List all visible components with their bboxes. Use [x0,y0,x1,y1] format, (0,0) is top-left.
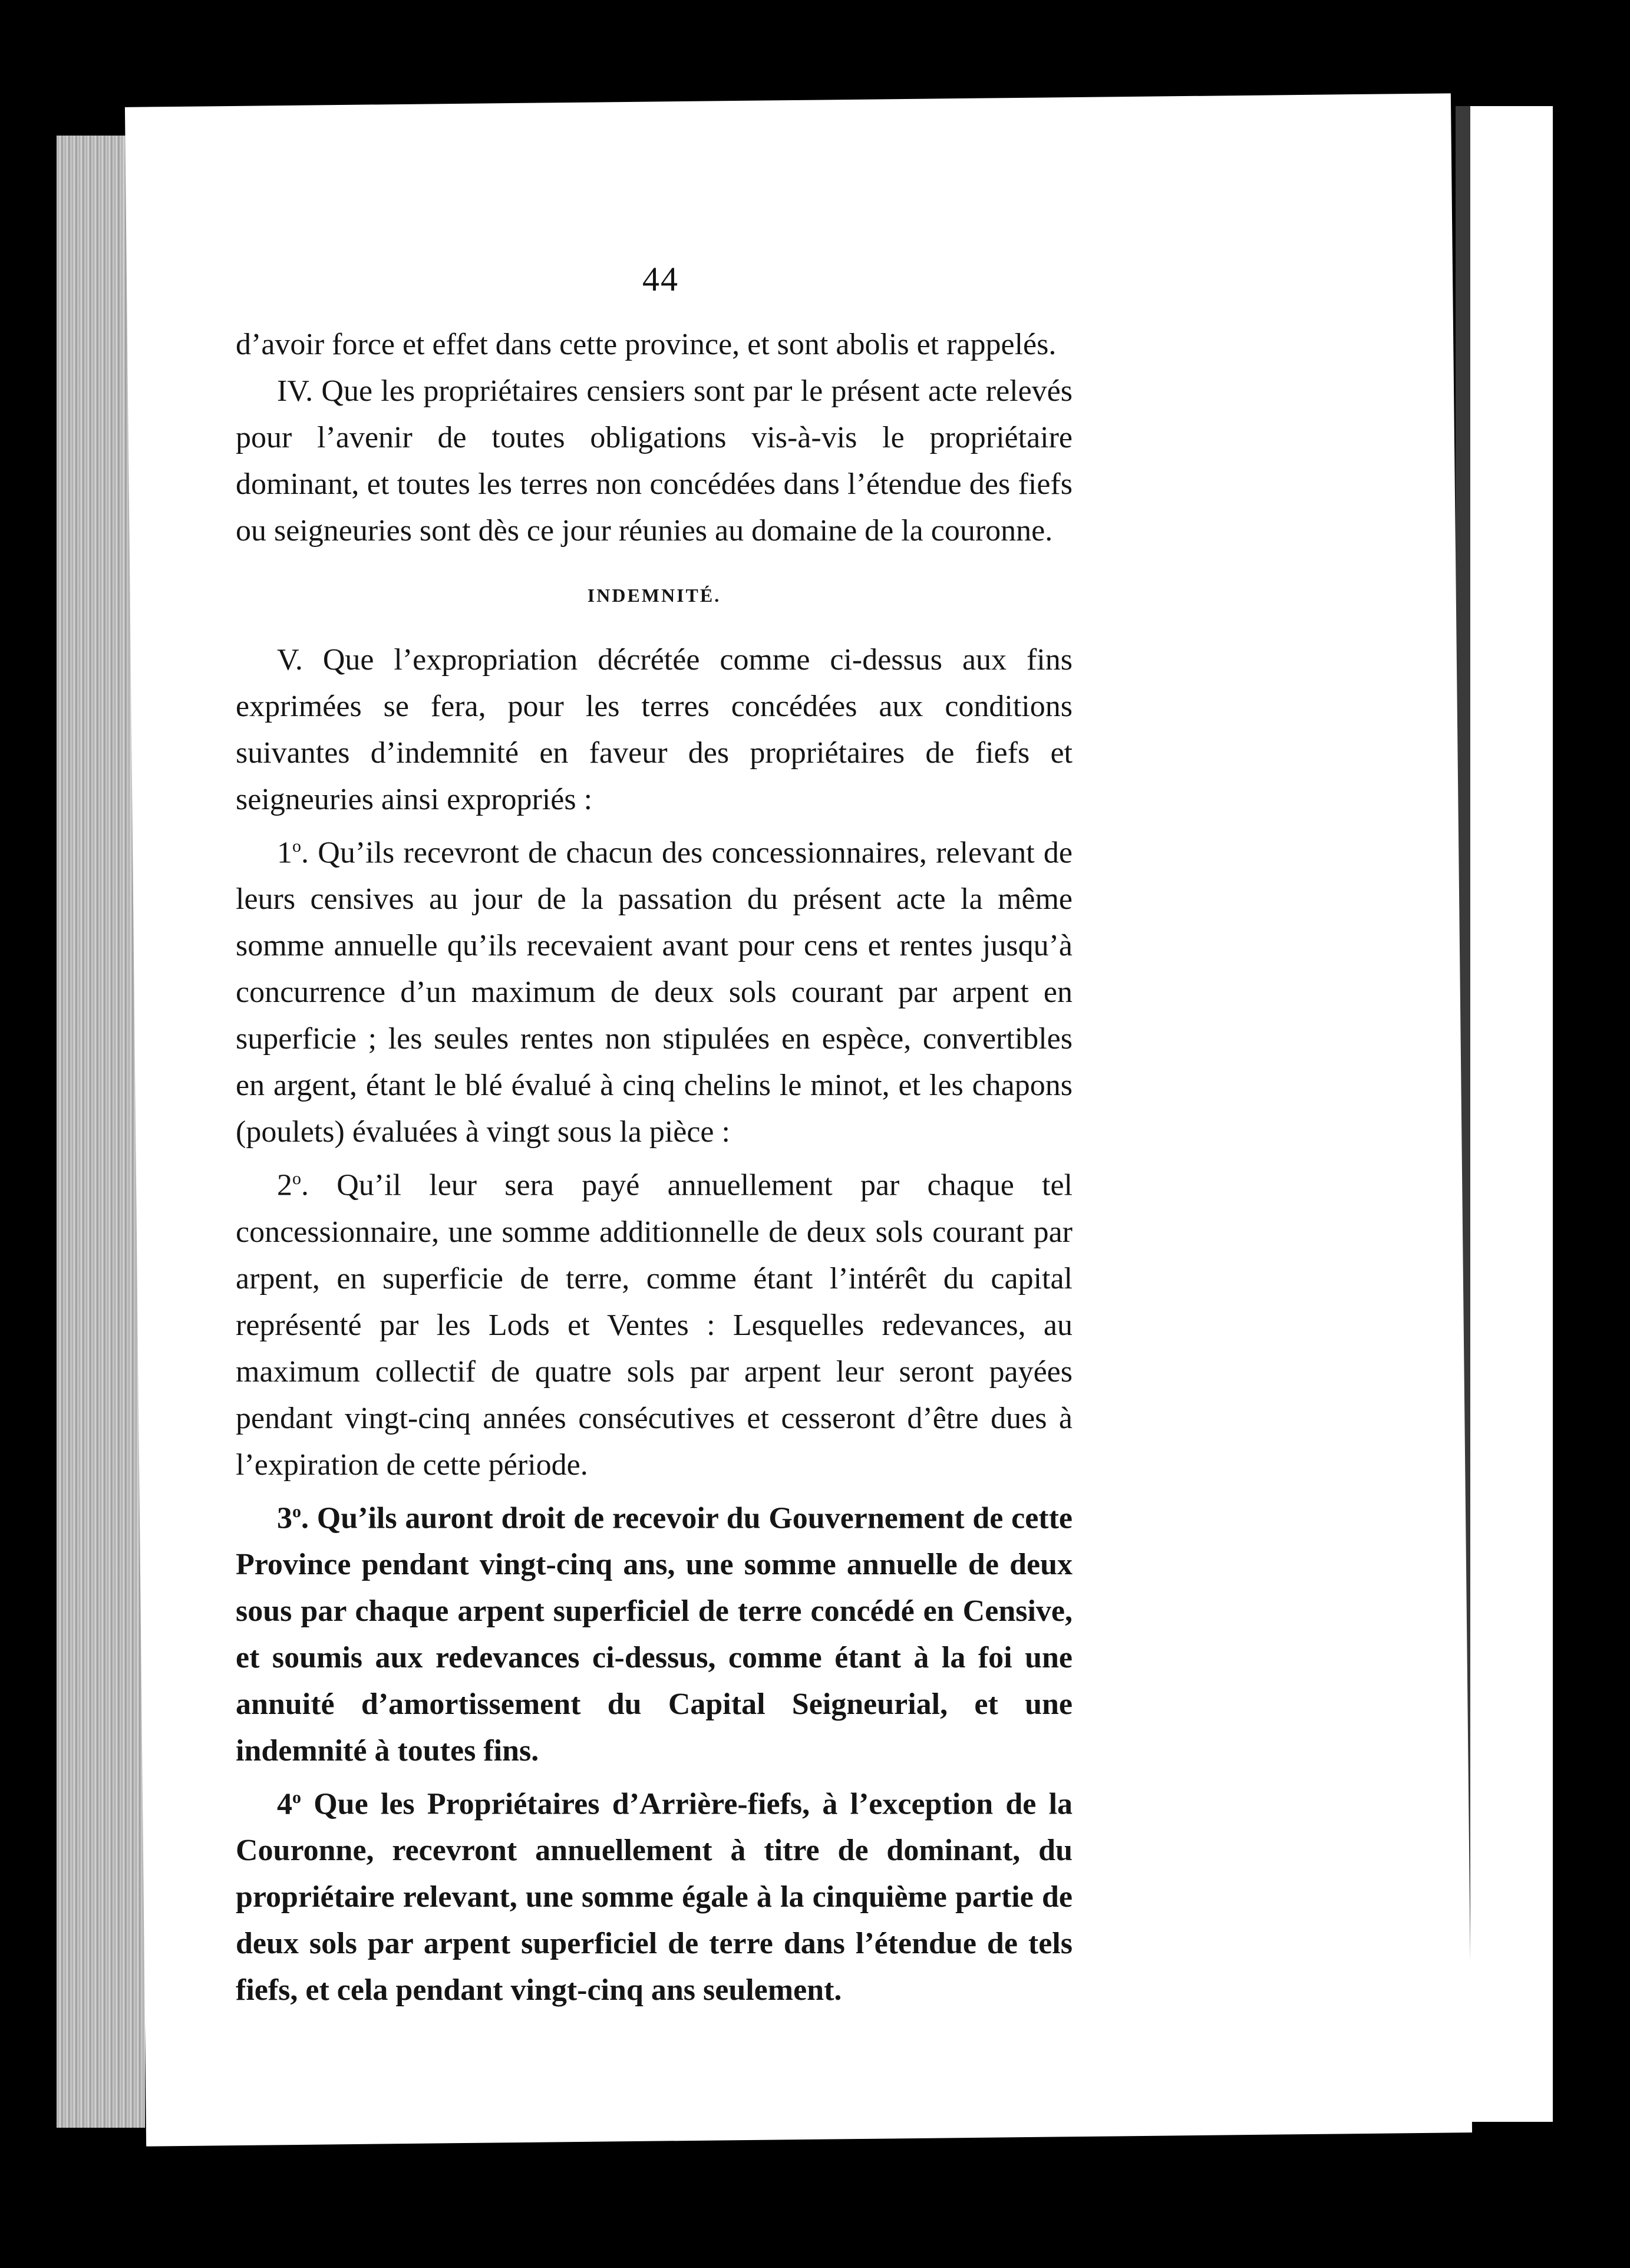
item-number: 3 [277,1501,292,1535]
item-text: . Qu’ils auront droit de recevoir du Gouvernement de cette Province pendant vingt-cinq ans, une somme annuelle de deux sous par chaque arpent superficiel de terre concédé en Censive, et soumis aux redevances ci-dessus, comme étant à la foi une annuité d’amortissement du Capital Seigneurial, et une indemnité à toutes fins. [236,1501,1073,1768]
item-number: 4 [277,1787,292,1821]
paragraph-item-2 [236,1155,1073,1488]
page-body [236,321,1073,2013]
facing-page-edge [1470,106,1553,2122]
item-text: . Qu’ils recevront de chacun des concessionnaires, relevant de leurs censives au jour de la passation du présent acte la même somme annuelle qu’ils recevaient avant pour cens et rentes jusqu’à concurrence d’un maximum de deux sols courant par arpent en superficie ; les seules rentes non stipulées en espèce, convertibles en argent, étant le blé évalué à cinq chelins le minot, et les chapons (poulets) évaluées à vingt sous la pièce : [236,836,1073,1149]
item-text: . Qu’il leur sera payé annuellement par chaque tel concessionnaire, une somme additionnelle de deux sols courant par arpent, en superficie de terre, comme étant l’intérêt du capital représenté par les Lods et Ventes : Lesquelles redevances, au maximum collectif de quatre sols par arpent leur seront payées pendant vingt-cinq années consécutives et cesseront d’être dues à l’expiration de cette période. [236,1168,1073,1482]
item-text: Que les Propriétaires d’Arrière-fiefs, à l’exception de la Couronne, recevront annuellement à titre de dominant, du propriétaire relevant, une somme égale à la cinquième partie de deux sols par arpent superficiel de terre dans l’étendue de tels fiefs, et cela pendant vingt-cinq ans seulement. [236,1787,1073,2007]
item-ordinal: o [292,1787,301,1807]
article-number: V. [277,643,303,677]
item-number: 2 [277,1168,292,1202]
item-ordinal: o [292,1169,301,1189]
article-text: Que l’expropriation décrétée comme ci-dessus aux fins exprimées se fera, pour les terres concédées aux conditions suivantes d’indemnité en faveur des propriétaires de fiefs et seigneuries ainsi expropriés : [236,643,1073,816]
bold-lower-section [236,1488,1073,2014]
paragraph-item-4 [236,1774,1073,2013]
article-number: IV. [277,374,314,408]
paragraph-article-v [236,637,1073,823]
paragraph-continuation: d’avoir force et effet dans cette province, et sont abolis et rappelés. [236,328,1057,361]
page-number: 44 [642,260,679,298]
section-heading: INDEMNITÉ. [587,585,721,606]
paragraph-article-iv [236,368,1073,554]
item-number: 1 [277,836,292,870]
paragraph-item-3 [236,1488,1073,1774]
item-ordinal: o [292,1501,301,1521]
article-text: Que les propriétaires censiers sont par le présent acte relevés pour l’avenir de toutes obligations vis-à-vis le propriétaire dominant, et toutes les terres non concédées dans l’étendue des fiefs ou seigneuries sont dès ce jour réunies au domaine de la couronne. [236,374,1073,548]
paragraph-item-1 [236,823,1073,1155]
item-ordinal: o [292,836,301,856]
